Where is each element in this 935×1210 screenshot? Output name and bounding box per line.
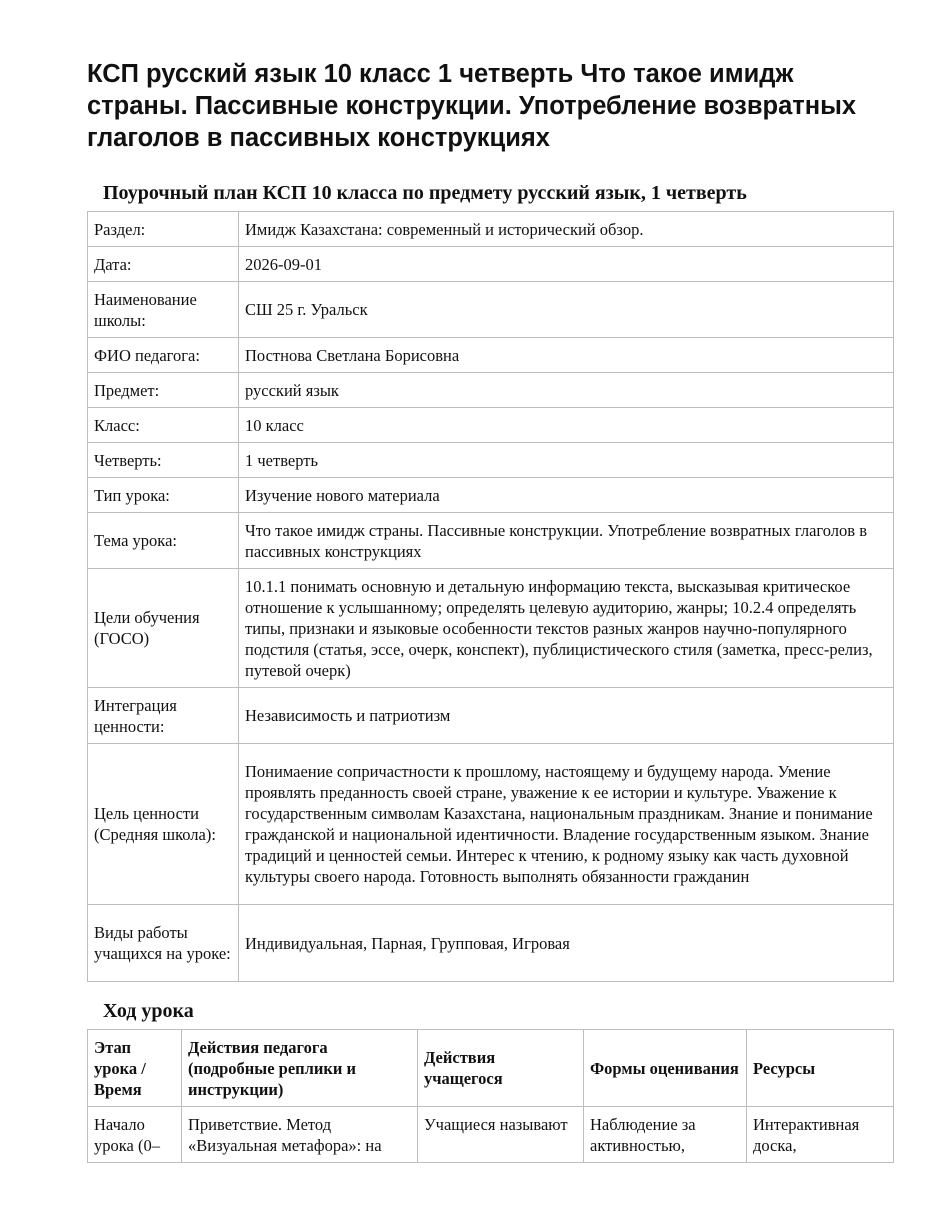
row-value: 1 четверть: [239, 443, 894, 478]
table-row: [88, 905, 894, 982]
row-label: Четверть:: [88, 443, 239, 478]
row-value: 2026-09-01: [239, 247, 894, 282]
document-title: КСП русский язык 10 класс 1 четверть Что такое имидж страны. Пассивные конструкции. Употребление возвратных глаголов в пассивных конструкциях: [87, 60, 857, 152]
table-cell: Интерактивная доска,: [747, 1107, 894, 1163]
row-label: Предмет:: [88, 373, 239, 408]
row-label: Интеграция ценности:: [88, 688, 239, 744]
column-header: Этап урока / Время: [88, 1030, 182, 1107]
table-cell: Приветствие. Метод «Визуальная метафора»: на: [182, 1107, 418, 1163]
table-row: [88, 247, 894, 282]
row-label: Наименование школы:: [88, 282, 239, 338]
lesson-info-table: [87, 211, 894, 982]
row-label: Цели обучения (ГОСО): [88, 569, 239, 688]
table-row: [88, 282, 894, 338]
table-cell: Учащиеся называют: [418, 1107, 584, 1163]
table-row: [88, 408, 894, 443]
column-header: Действия педагога (подробные реплики и инструкции): [182, 1030, 418, 1107]
table-header-row: [88, 1030, 894, 1107]
row-label: ФИО педагога:: [88, 338, 239, 373]
column-header: Действия учащегося: [418, 1030, 584, 1107]
row-value: СШ 25 г. Уральск: [239, 282, 894, 338]
column-header: Формы оценивания: [584, 1030, 747, 1107]
table-row: [88, 1107, 894, 1163]
row-label: Тип урока:: [88, 478, 239, 513]
row-value: русский язык: [239, 373, 894, 408]
row-value: Понимаение сопричастности к прошлому, настоящему и будущему народа. Умение проявлять преданность своей стране, уважение к ее истории и культуре. Уважение к государственным символам Казахстана, национальным праздникам. Знание и понимание гражданской и национальной идентичности. Владение государственным языком. Знание традиций и ценностей семьи. Интерес к чтению, к родному языку как часть духовной культуры своего народа. Готовность выполнять обязанности гражданин: [239, 744, 894, 905]
lesson-course-table: [87, 1029, 894, 1163]
row-value: Индивидуальная, Парная, Групповая, Игровая: [239, 905, 894, 982]
row-value: 10 класс: [239, 408, 894, 443]
row-label: Раздел:: [88, 212, 239, 247]
row-label: Дата:: [88, 247, 239, 282]
row-value: 10.1.1 понимать основную и детальную информацию текста, высказывая критическое отношение к услышанному; определять целевую аудиторию, жанры; 10.2.4 определять типы, признаки и языковые особенности текстов разных жанров научно-популярного подстиля (статья, эссе, очерк, конспект), публицистического стиля (заметка, пресс-релиз, путевой очерк): [239, 569, 894, 688]
row-label: Виды работы учащихся на уроке:: [88, 905, 239, 982]
table-row: [88, 212, 894, 247]
table-cell: Начало урока (0–: [88, 1107, 182, 1163]
row-label: Класс:: [88, 408, 239, 443]
table-row: [88, 338, 894, 373]
table-row: [88, 688, 894, 744]
row-value: Изучение нового материала: [239, 478, 894, 513]
column-header: Ресурсы: [747, 1030, 894, 1107]
plan-heading: Поурочный план КСП 10 класса по предмету русский язык, 1 четверть: [103, 182, 747, 204]
row-label: Тема урока:: [88, 513, 239, 569]
table-row: [88, 478, 894, 513]
row-label: Цель ценности (Средняя школа):: [88, 744, 239, 905]
table-row: [88, 569, 894, 688]
course-heading: Ход урока: [103, 1000, 194, 1022]
table-row: [88, 744, 894, 905]
row-value: Что такое имидж страны. Пассивные конструкции. Употребление возвратных глаголов в пассивных конструкциях: [239, 513, 894, 569]
row-value: Постнова Светлана Борисовна: [239, 338, 894, 373]
table-row: [88, 443, 894, 478]
row-value: Независимость и патриотизм: [239, 688, 894, 744]
table-row: [88, 513, 894, 569]
row-value: Имидж Казахстана: современный и исторический обзор.: [239, 212, 894, 247]
document-page: [87, 0, 893, 1163]
table-cell: Наблюдение за активностью,: [584, 1107, 747, 1163]
table-row: [88, 373, 894, 408]
